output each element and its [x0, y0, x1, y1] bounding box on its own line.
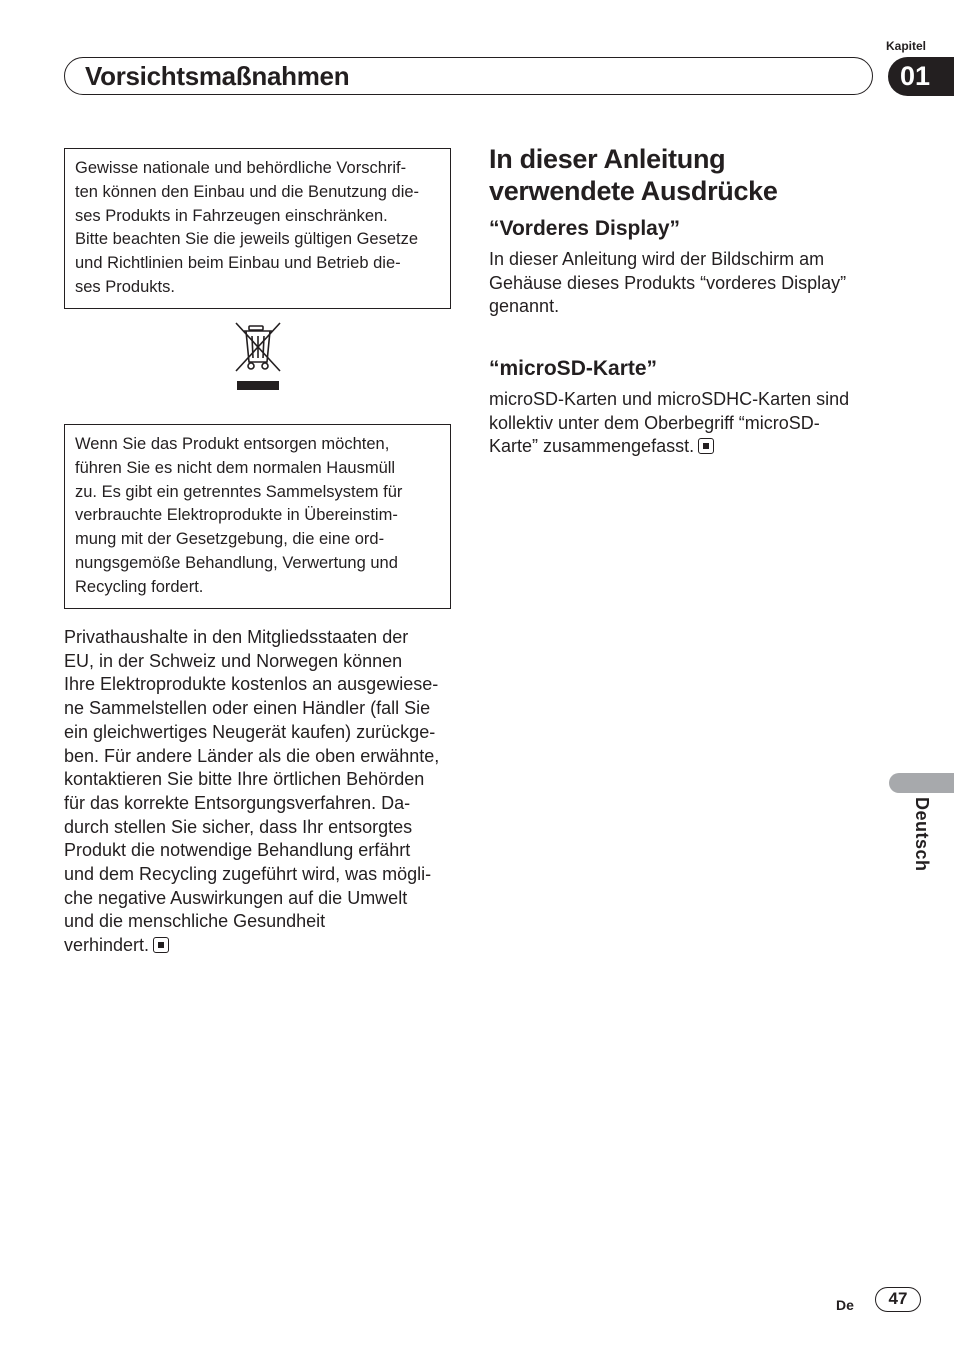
header-bar	[64, 57, 873, 95]
para-line: Gehäuse dieses Produkts “vorderes Display”	[489, 272, 847, 293]
body-line: Ihre Elektroprodukte kostenlos an ausgewiese-	[64, 674, 439, 695]
para-line: microSD-Karten und microSDHC-Karten sind	[489, 389, 850, 409]
chapter-label: Kapitel	[885, 39, 926, 53]
page-title: Vorsichtsmaßnahmen	[85, 61, 350, 91]
section-heading	[489, 143, 879, 207]
notice-line: Recycling fordert.	[75, 577, 204, 596]
para-line: In dieser Anleitung wird der Bildschirm am	[489, 249, 825, 269]
notice-line: ten können den Einbau und die Benutzung die-	[75, 182, 420, 201]
section-vorderes-display	[489, 216, 879, 319]
body-line: kontaktieren Sie bitte Ihre örtlichen Behörden	[64, 769, 425, 790]
body-line: che negative Auswirkungen auf die Umwelt	[64, 887, 408, 908]
body-line: durch stellen Sie sicher, dass Ihr entsorgtes	[64, 816, 413, 837]
notice-line: zu. Es gibt ein getrenntes Sammelsystem für	[75, 482, 403, 501]
para-line: genannt.	[489, 296, 560, 317]
subheading-vorderes-display: “Vorderes Display”	[489, 217, 681, 240]
section-end-icon	[153, 937, 169, 953]
notice-line: mung mit der Gesetzgebung, die eine ord-	[75, 530, 385, 549]
heading-line: In dieser Anleitung	[489, 144, 726, 174]
notice-line: führen Sie es nicht dem normalen Hausmüll	[75, 458, 396, 477]
para-line-text: Karte” zusammengefasst.	[489, 436, 695, 457]
notice-line: Bitte beachten Sie die jeweils gültigen Gesetze	[75, 230, 419, 249]
notice-line: ses Produkts.	[75, 277, 175, 296]
language-label: Deutsch	[912, 797, 932, 872]
body-line: und die menschliche Gesundheit	[64, 911, 326, 932]
language-tab	[889, 773, 954, 793]
notice-line: Wenn Sie das Produkt entsorgen möchten,	[75, 435, 390, 453]
notice-line: nungsgemöße Behandlung, Verwertung und	[75, 553, 398, 572]
chapter-number-badge: 01	[888, 57, 954, 96]
body-line: ben. Für andere Länder als die oben erwähnte,	[64, 745, 440, 766]
notice-box-regulations	[64, 148, 451, 309]
notice-box-disposal	[64, 424, 451, 609]
body-line: EU, in der Schweiz und Norwegen können	[64, 650, 403, 671]
body-line: für das korrekte Entsorgungsverfahren. Da-	[64, 792, 411, 813]
subheading-microsd-karte: “microSD-Karte”	[489, 357, 658, 380]
body-line-last	[64, 934, 454, 958]
notice-line: und Richtlinien beim Einbau und Betrieb die-	[75, 254, 401, 273]
body-line: Privathaushalte in den Mitgliedsstaaten der	[64, 627, 409, 647]
notice-line: Gewisse nationale und behördliche Vorschrif-	[75, 159, 407, 177]
section-end-icon	[698, 438, 714, 454]
para-line-last	[489, 435, 879, 459]
heading-line: verwendete Ausdrücke	[489, 176, 778, 206]
body-line: und dem Recycling zugeführt wird, was mögli-	[64, 864, 432, 885]
notice-line: verbrauchte Elektroprodukte in Übereinstim-	[75, 506, 398, 525]
page-number: 47	[875, 1287, 921, 1312]
disposal-body-text	[64, 626, 454, 958]
para-line: kollektiv unter dem Oberbegriff “microSD-	[489, 412, 820, 433]
notice-line: ses Produkts in Fahrzeugen einschränken.	[75, 206, 388, 225]
footer-language-code: De	[836, 1297, 854, 1313]
body-line-text: verhindert.	[64, 935, 150, 956]
body-line: Produkt die notwendige Behandlung erfährt	[64, 840, 411, 861]
body-line: ne Sammelstellen oder einen Händler (fall Sie	[64, 698, 431, 719]
section-microsd-karte	[489, 356, 879, 459]
body-line: ein gleichwertiges Neugerät kaufen) zurückge-	[64, 721, 436, 742]
crossed-out-wheelie-bin-icon	[232, 320, 284, 392]
